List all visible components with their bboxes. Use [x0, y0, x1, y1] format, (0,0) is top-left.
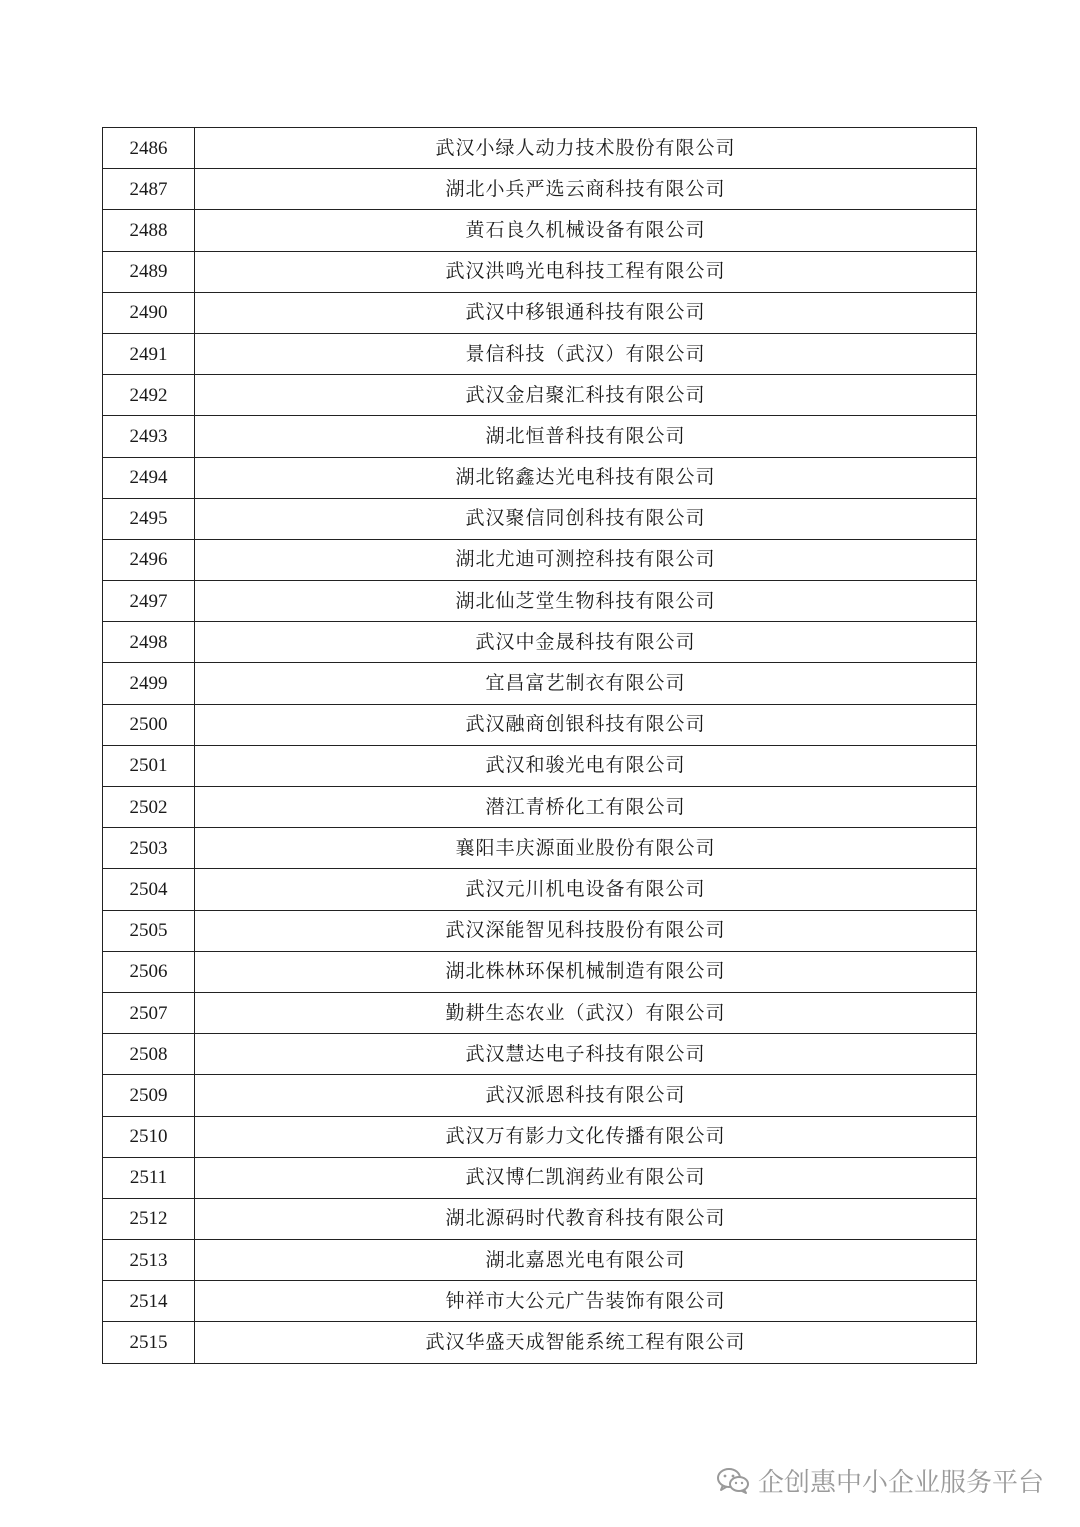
company-name: 武汉深能智见科技股份有限公司	[195, 910, 977, 951]
company-name: 武汉和骏光电有限公司	[195, 745, 977, 786]
table-row	[103, 992, 977, 1033]
table-row	[103, 1075, 977, 1116]
row-number: 2490	[103, 292, 195, 333]
company-name: 湖北仙芝堂生物科技有限公司	[195, 581, 977, 622]
watermark	[716, 1462, 1044, 1499]
row-number: 2497	[103, 581, 195, 622]
row-number: 2487	[103, 169, 195, 210]
company-name: 武汉派恩科技有限公司	[195, 1075, 977, 1116]
table-row	[103, 787, 977, 828]
table-row	[103, 1034, 977, 1075]
company-name: 湖北铭鑫达光电科技有限公司	[195, 457, 977, 498]
company-name: 湖北小兵严选云商科技有限公司	[195, 169, 977, 210]
table-row	[103, 745, 977, 786]
row-number: 2496	[103, 539, 195, 580]
table-row	[103, 828, 977, 869]
table-row	[103, 1198, 977, 1239]
company-name: 勤耕生态农业（武汉）有限公司	[195, 992, 977, 1033]
table-row	[103, 869, 977, 910]
row-number: 2498	[103, 622, 195, 663]
company-list-table	[102, 127, 977, 1364]
table-row	[103, 1157, 977, 1198]
table-row	[103, 251, 977, 292]
row-number: 2492	[103, 375, 195, 416]
row-number: 2504	[103, 869, 195, 910]
row-number: 2500	[103, 704, 195, 745]
row-number: 2512	[103, 1198, 195, 1239]
row-number: 2505	[103, 910, 195, 951]
company-name: 景信科技（武汉）有限公司	[195, 333, 977, 374]
row-number: 2495	[103, 498, 195, 539]
company-name: 武汉华盛天成智能系统工程有限公司	[195, 1322, 977, 1363]
company-name: 湖北尤迪可测控科技有限公司	[195, 539, 977, 580]
row-number: 2509	[103, 1075, 195, 1116]
company-name: 湖北株林环保机械制造有限公司	[195, 951, 977, 992]
company-name: 湖北嘉恩光电有限公司	[195, 1240, 977, 1281]
company-name: 武汉小绿人动力技术股份有限公司	[195, 128, 977, 169]
wechat-icon	[716, 1467, 750, 1495]
company-name: 湖北恒普科技有限公司	[195, 416, 977, 457]
table-row	[103, 910, 977, 951]
row-number: 2486	[103, 128, 195, 169]
company-name: 钟祥市大公元广告装饰有限公司	[195, 1281, 977, 1322]
company-name: 武汉中金晟科技有限公司	[195, 622, 977, 663]
row-number: 2511	[103, 1157, 195, 1198]
row-number: 2489	[103, 251, 195, 292]
table-row	[103, 375, 977, 416]
table-row	[103, 169, 977, 210]
row-number: 2508	[103, 1034, 195, 1075]
row-number: 2488	[103, 210, 195, 251]
table-row	[103, 663, 977, 704]
table-body	[103, 128, 977, 1364]
company-name: 武汉元川机电设备有限公司	[195, 869, 977, 910]
row-number: 2506	[103, 951, 195, 992]
row-number: 2515	[103, 1322, 195, 1363]
company-name: 宜昌富艺制衣有限公司	[195, 663, 977, 704]
table-row	[103, 292, 977, 333]
table-row	[103, 128, 977, 169]
table-row	[103, 1322, 977, 1363]
row-number: 2507	[103, 992, 195, 1033]
company-name: 武汉中移银通科技有限公司	[195, 292, 977, 333]
company-name: 湖北源码时代教育科技有限公司	[195, 1198, 977, 1239]
row-number: 2510	[103, 1116, 195, 1157]
table-row	[103, 416, 977, 457]
company-name: 武汉融商创银科技有限公司	[195, 704, 977, 745]
watermark-text: 企创惠中小企业服务平台	[757, 1468, 1044, 1498]
company-name: 武汉金启聚汇科技有限公司	[195, 375, 977, 416]
table-row	[103, 498, 977, 539]
table-row	[103, 704, 977, 745]
company-name: 襄阳丰庆源面业股份有限公司	[195, 828, 977, 869]
table-row	[103, 1240, 977, 1281]
table-row	[103, 333, 977, 374]
company-name: 黄石良久机械设备有限公司	[195, 210, 977, 251]
table-row	[103, 210, 977, 251]
company-name: 武汉聚信同创科技有限公司	[195, 498, 977, 539]
row-number: 2514	[103, 1281, 195, 1322]
company-name: 武汉万有影力文化传播有限公司	[195, 1116, 977, 1157]
company-name: 武汉博仁凯润药业有限公司	[195, 1157, 977, 1198]
table-row	[103, 622, 977, 663]
table-row	[103, 951, 977, 992]
table-row	[103, 539, 977, 580]
company-name: 潜江青桥化工有限公司	[195, 787, 977, 828]
table-row	[103, 1116, 977, 1157]
row-number: 2494	[103, 457, 195, 498]
row-number: 2501	[103, 745, 195, 786]
row-number: 2502	[103, 787, 195, 828]
row-number: 2513	[103, 1240, 195, 1281]
table-row	[103, 581, 977, 622]
company-name: 武汉洪鸣光电科技工程有限公司	[195, 251, 977, 292]
company-name: 武汉慧达电子科技有限公司	[195, 1034, 977, 1075]
row-number: 2503	[103, 828, 195, 869]
table-row	[103, 457, 977, 498]
table-row	[103, 1281, 977, 1322]
row-number: 2493	[103, 416, 195, 457]
row-number: 2491	[103, 333, 195, 374]
row-number: 2499	[103, 663, 195, 704]
